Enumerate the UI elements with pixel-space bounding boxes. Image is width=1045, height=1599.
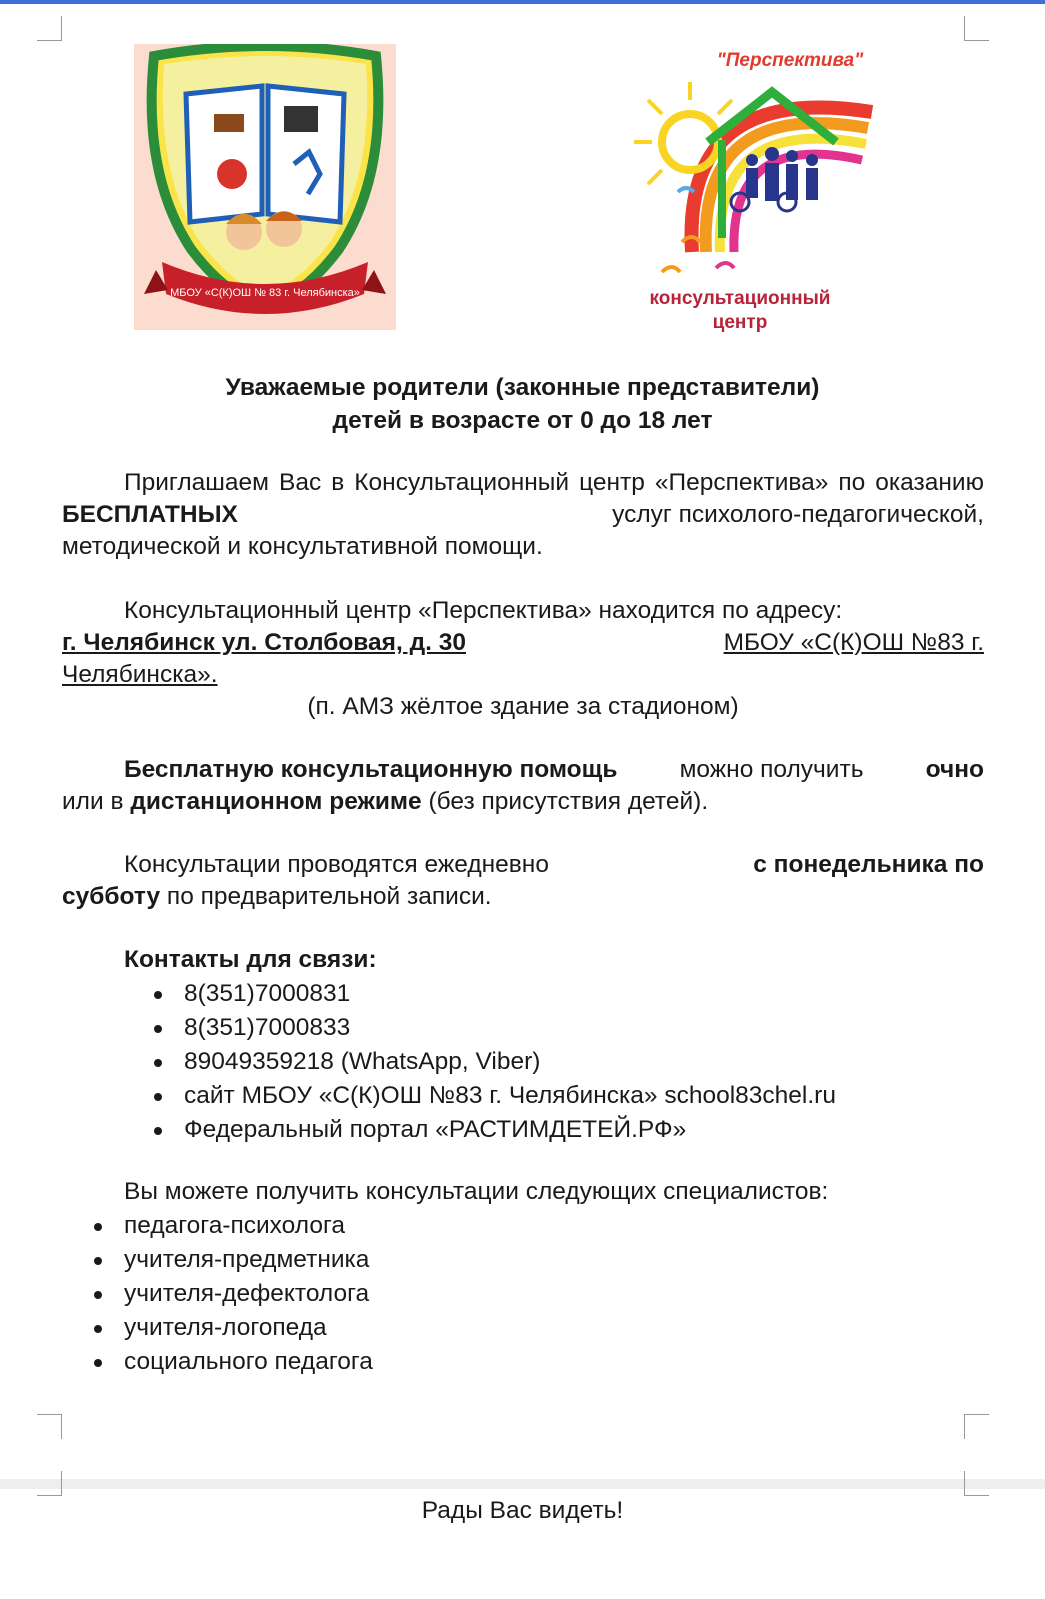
free-help-in-person: очно [925, 756, 984, 783]
specialists-intro: Вы можете получить консультации следующих специалистов: [124, 1178, 829, 1205]
invite-bold-free: БЕСПЛАТНЫХ [62, 501, 238, 528]
contact-item-mobile[interactable]: 89049359218 (WhatsApp, Viber) [154, 1045, 836, 1079]
schedule-days: с понедельника по [753, 851, 984, 878]
address-note: (п. АМЗ жёлтое здание за стадионом) [307, 693, 739, 720]
consultation-center-logo [622, 42, 892, 342]
margin-mark-top-right [964, 16, 989, 41]
document-page-2 [0, 1489, 1045, 1599]
free-help-remote: дистанционном режиме [130, 788, 422, 815]
free-help-line-1 [62, 754, 984, 786]
free-help-bold: Бесплатную консультационную помощь [124, 756, 618, 783]
bullet-icon [154, 1093, 162, 1101]
address-line [62, 627, 984, 659]
center-caption-line-1: консультационный [649, 288, 831, 309]
schedule-line-1 [62, 849, 984, 881]
schedule-text-1: Консультации проводятся ежедневно [124, 851, 549, 878]
free-help-text: можно получить [679, 756, 864, 783]
specialist-item: учителя-дефектолога [94, 1277, 373, 1311]
document-page-1 [0, 4, 1045, 1479]
bullet-icon [154, 1025, 162, 1033]
rainbow-house-icon [622, 42, 892, 342]
center-title-text: "Перспектива" [716, 50, 864, 71]
margin-mark-top-left [37, 16, 62, 41]
address-street: г. Челябинск ул. Столбовая, д. 30 [62, 629, 466, 656]
school-crest-icon [134, 44, 396, 330]
bullet-icon [154, 1059, 162, 1067]
free-help-or: или в [62, 788, 124, 815]
specialists-list [94, 1209, 373, 1379]
address-city: Челябинска». [62, 661, 218, 688]
contact-item-portal[interactable]: Федеральный портал «РАСТИМДЕТЕЙ.РФ» [154, 1113, 836, 1147]
heading-line-1: Уважаемые родители (законные представители) [225, 374, 820, 401]
bullet-icon [94, 1325, 102, 1333]
margin-mark-bottom-left [37, 1414, 62, 1439]
contact-item-phone-1[interactable]: 8(351)7000831 [154, 977, 836, 1011]
schedule-line-2 [62, 881, 984, 913]
bullet-icon [94, 1257, 102, 1265]
contact-item-website[interactable]: сайт МБОУ «С(К)ОШ №83 г. Челябинска» school83chel.ru [154, 1079, 836, 1113]
bullet-icon [154, 1127, 162, 1135]
page-heading [60, 371, 985, 437]
bullet-icon [94, 1223, 102, 1231]
bullet-icon [154, 991, 162, 999]
school-crest-logo [134, 44, 396, 330]
specialist-item: педагога-психолога [94, 1209, 373, 1243]
margin-mark-top-left [37, 1471, 62, 1496]
crest-banner-text: МБОУ «С(К)ОШ № 83 г. Челябинска» [170, 287, 360, 299]
free-help-line-2 [62, 786, 984, 818]
bullet-icon [94, 1359, 102, 1367]
contacts-title: Контакты для связи: [124, 946, 377, 973]
invite-line-1-text [62, 467, 984, 499]
margin-mark-top-right [964, 1471, 989, 1496]
contact-item-phone-2[interactable]: 8(351)7000833 [154, 1011, 836, 1045]
bullet-icon [94, 1291, 102, 1299]
closing-text: Рады Вас видеть! [421, 1497, 624, 1524]
free-help-note: (без присутствия детей). [428, 788, 709, 815]
invite-line-2 [62, 499, 984, 531]
invite-services: услуг психолого-педагогической, [612, 501, 984, 528]
address-school: МБОУ «С(К)ОШ №83 г. [723, 629, 984, 656]
contacts-list [154, 977, 836, 1147]
address-intro: Консультационный центр «Перспектива» находится по адресу: [124, 597, 843, 624]
margin-mark-bottom-right [964, 1414, 989, 1439]
invite-line-3: методической и консультативной помощи. [62, 533, 543, 560]
schedule-text-2: по предварительной записи. [166, 883, 492, 910]
schedule-saturday: субботу [62, 883, 161, 910]
specialist-item: учителя-логопеда [94, 1311, 373, 1345]
center-caption-line-2: центр [712, 312, 768, 333]
specialist-item: социального педагога [94, 1345, 373, 1379]
invite-text: Приглашаем Вас в Консультационный центр «Перспектива» по оказанию [124, 469, 984, 496]
heading-line-2: детей в возрасте от 0 до 18 лет [332, 407, 713, 434]
specialist-item: учителя-предметника [94, 1243, 373, 1277]
